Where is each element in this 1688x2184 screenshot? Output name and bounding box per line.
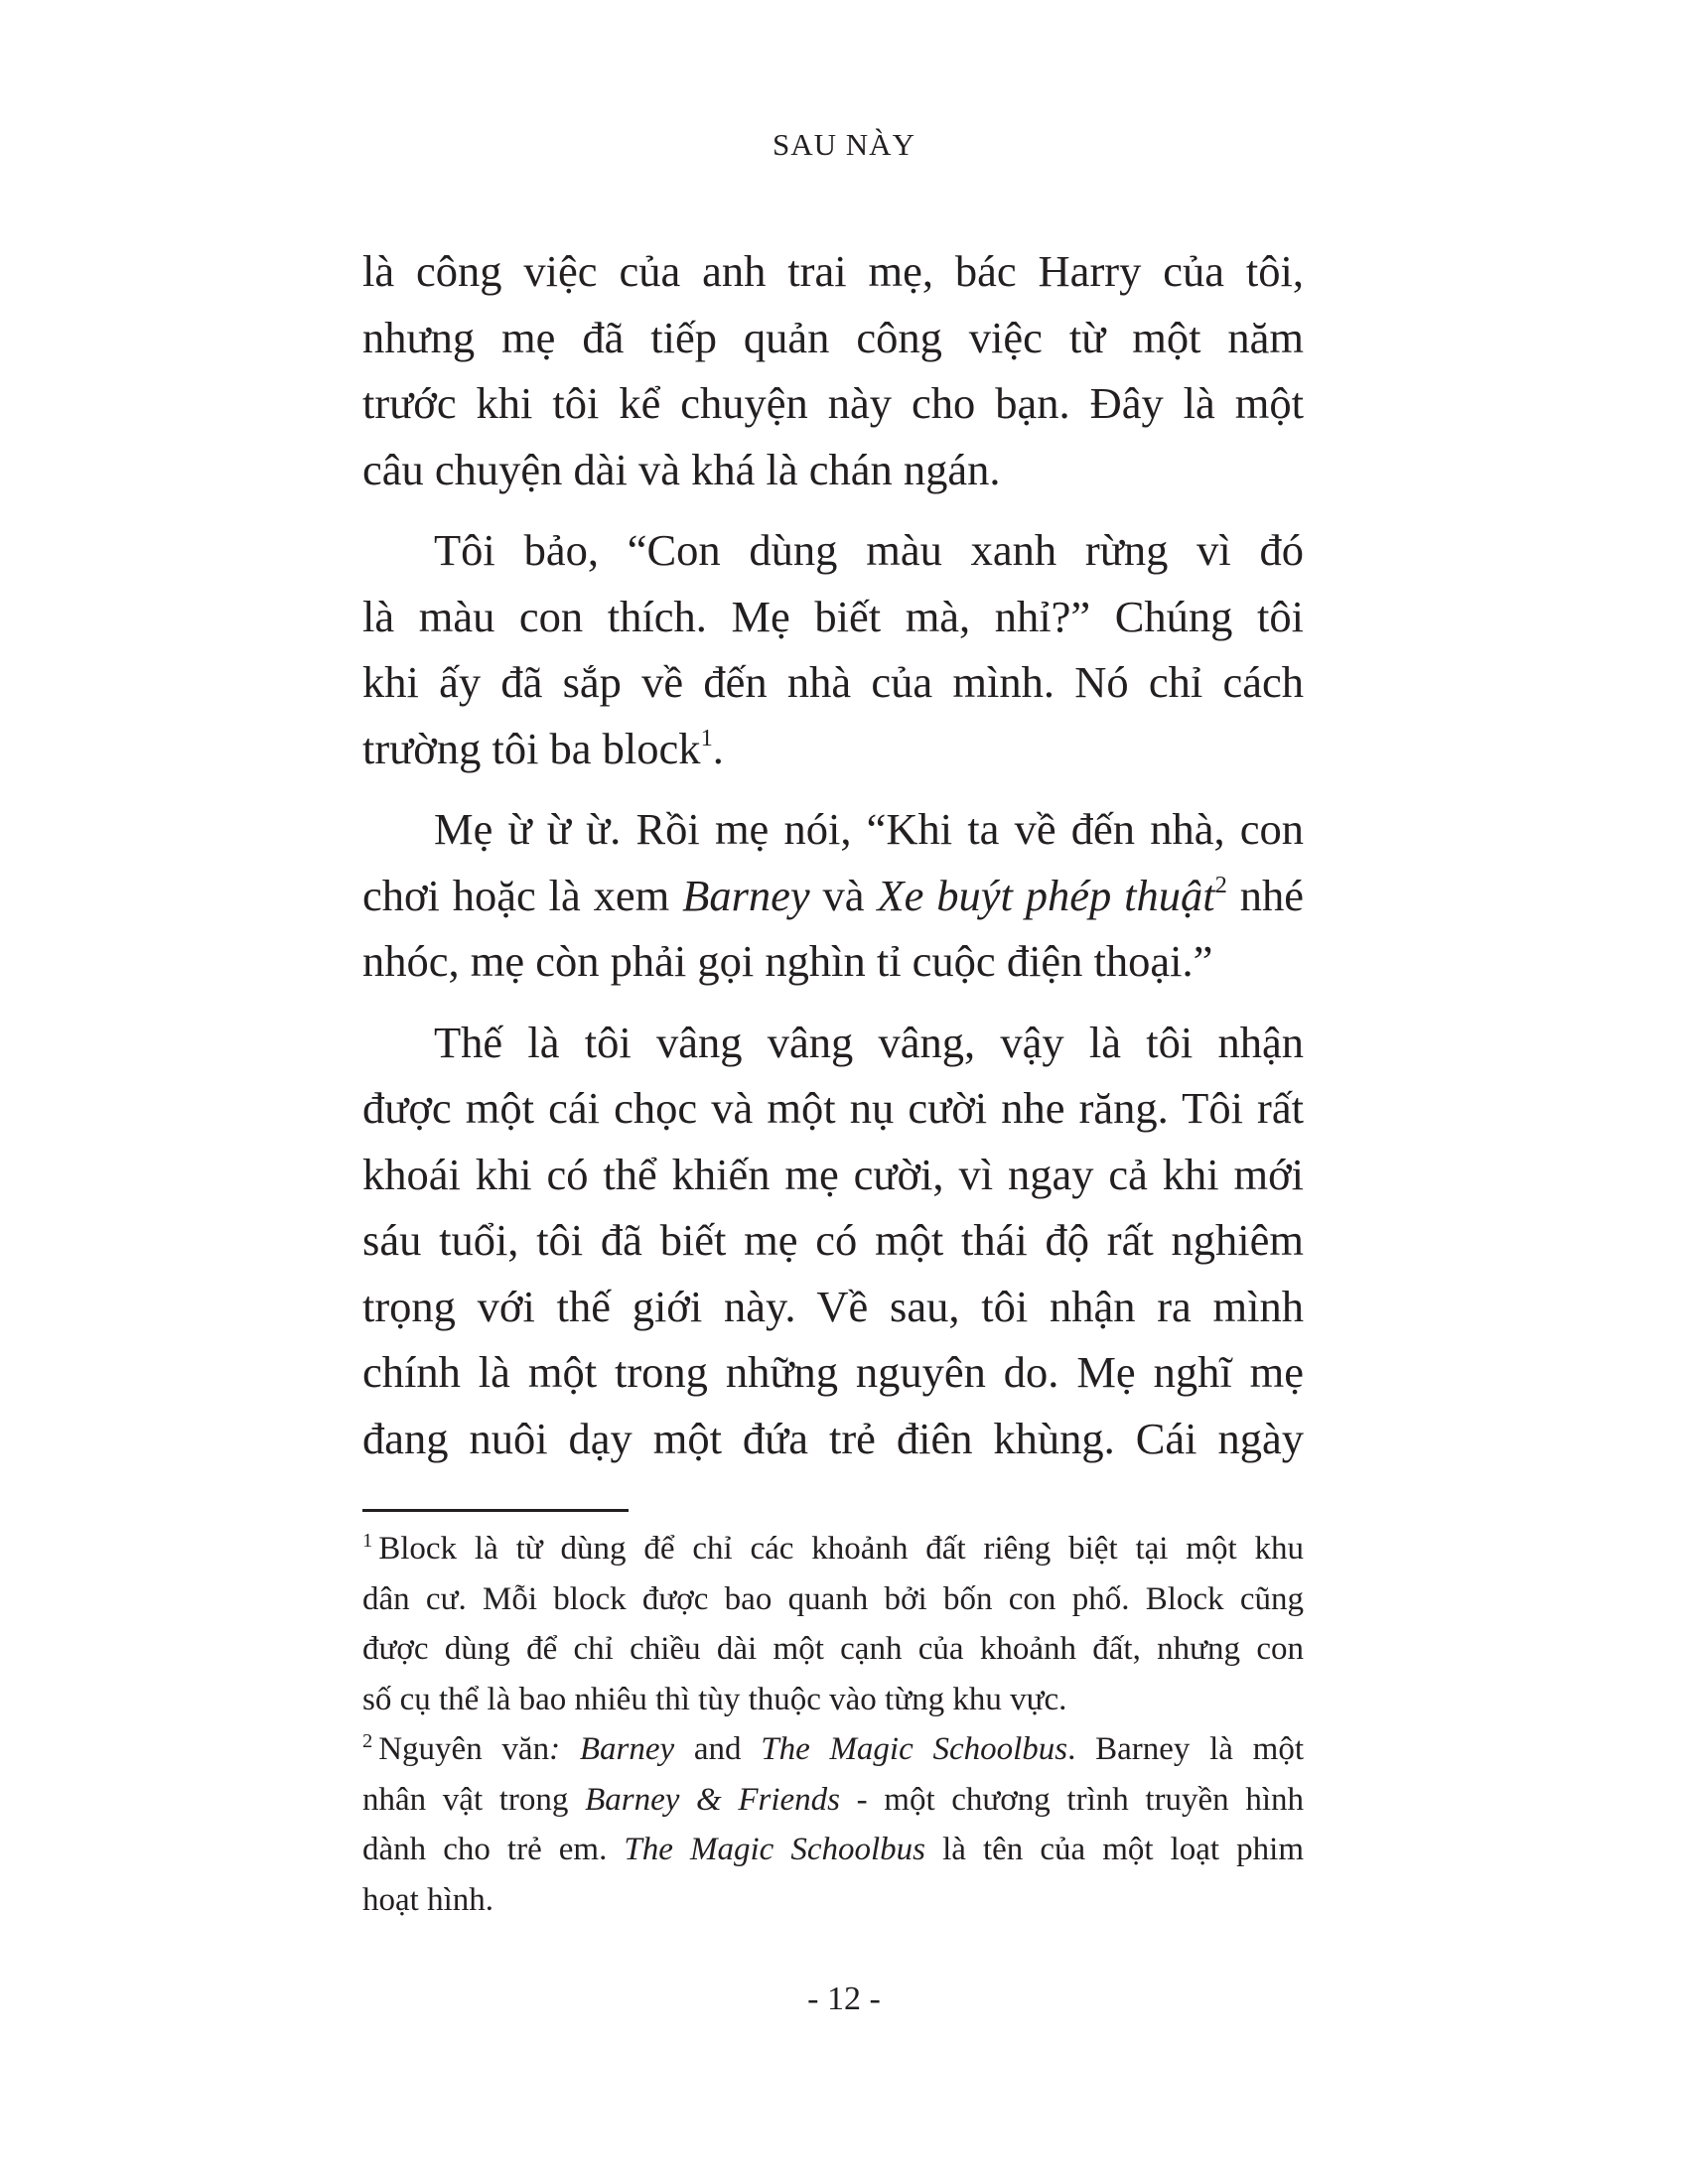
footnote-line: được dùng để chỉ chiều dài một cạnh của khoảnh đất, nhưng con (362, 1631, 1304, 1667)
title-magic-schoolbus: The Magic Schoolbus (624, 1832, 926, 1867)
text-line: đang nuôi dạy một đứa trẻ điên khùng. Cái ngày (362, 1413, 1304, 1463)
footnote-mark: 2 (362, 1730, 373, 1752)
footnote-ref-2: 2 (1214, 872, 1227, 899)
text-line: Tôi bảo, “Con dùng màu xanh rừng vì đó (434, 525, 1304, 575)
text-run: dành cho trẻ em. (362, 1832, 625, 1867)
footnote-line: số cụ thể là bao nhiêu thì tùy thuộc vào từng khu vực. (362, 1681, 1067, 1717)
body-text (362, 238, 1304, 1471)
text-run: nhân vật trong (362, 1781, 586, 1818)
text-line: khi ấy đã sắp về đến nhà của mình. Nó chỉ cách (362, 657, 1304, 707)
text-run (560, 1731, 580, 1767)
paragraph-2 (362, 517, 1304, 781)
footnote-mark: 1 (362, 1530, 373, 1552)
page-number: - 12 - (807, 1980, 881, 2017)
text-run: nhé (1226, 870, 1304, 920)
paragraph-1 (362, 238, 1304, 502)
footnotes (362, 1524, 1304, 1925)
footnote-1 (362, 1524, 1304, 1724)
footnote-2 (362, 1724, 1304, 1925)
paragraph-4 (362, 1010, 1304, 1472)
text-line: Mẹ ừ ừ ừ. Rồi mẹ nói, “Khi ta về đến nhà, con (434, 804, 1304, 854)
text-run: Block là từ dùng để chỉ các khoảnh đất riêng biệt tại một khu (378, 1531, 1304, 1567)
text-run: . Barney là một (1067, 1731, 1305, 1767)
text-line (362, 863, 1304, 929)
footnote-ref-1: 1 (700, 725, 713, 752)
text-line: khoái khi có thể khiến mẹ cười, vì ngay cả khi mới (362, 1149, 1304, 1199)
footnote-divider (362, 1509, 629, 1512)
text-run: và (809, 870, 878, 920)
footnote-line (362, 1524, 1304, 1574)
text-line: sáu tuổi, tôi đã biết mẹ có một thái độ rất nghiêm (362, 1215, 1304, 1265)
text-line: là công việc của anh trai mẹ, bác Harry của tôi, (362, 246, 1304, 296)
text-run: chơi hoặc là xem (362, 870, 683, 920)
text-line: nhóc, mẹ còn phải gọi nghìn tỉ cuộc điện thoại.” (362, 936, 1213, 986)
text-line: chính là một trong những nguyên do. Mẹ nghĩ mẹ (362, 1347, 1304, 1397)
footnote-line (362, 1775, 1304, 1826)
text-line: trọng với thế giới này. Về sau, tôi nhận ra mình (362, 1281, 1304, 1331)
text-run: : (549, 1731, 561, 1767)
footnote-line: dân cư. Mỗi block được bao quanh bởi bốn con phố. Block cũng (362, 1580, 1304, 1617)
footnote-line (362, 1825, 1304, 1875)
text-run: . (712, 723, 724, 773)
paragraph-3 (362, 796, 1304, 995)
text-line: là màu con thích. Mẹ biết mà, nhỉ?” Chúng tôi (362, 591, 1304, 641)
footnote-line (362, 1724, 1304, 1775)
footnote-line: hoạt hình. (362, 1881, 493, 1918)
text-run: Nguyên văn (378, 1731, 550, 1767)
text-run: trường tôi ba block (362, 723, 701, 773)
text-line: trước khi tôi kể chuyện này cho bạn. Đây là một (362, 378, 1304, 428)
title-xe-buyt: Xe buýt phép thuật (877, 870, 1215, 920)
text-line: được một cái chọc và một nụ cười nhe răng. Tôi rất (362, 1083, 1304, 1133)
text-line: nhưng mẹ đã tiếp quản công việc từ một năm (362, 312, 1304, 362)
text-line: câu chuyện dài và khá là chán ngán. (362, 444, 1001, 494)
title-barney-friends: Barney & Friends (585, 1781, 840, 1818)
title-barney: Barney (579, 1731, 675, 1767)
text-line: Thế là tôi vâng vâng vâng, vậy là tôi nhận (434, 1017, 1304, 1067)
text-line (362, 716, 1304, 782)
running-head: SAU NÀY (773, 127, 915, 162)
title-barney: Barney (682, 870, 810, 920)
title-magic-schoolbus: The Magic Schoolbus (761, 1731, 1068, 1767)
text-run: - một chương trình truyền hình (840, 1781, 1305, 1818)
text-run: là tên của một loạt phim (925, 1832, 1304, 1867)
text-run: and (674, 1731, 762, 1767)
